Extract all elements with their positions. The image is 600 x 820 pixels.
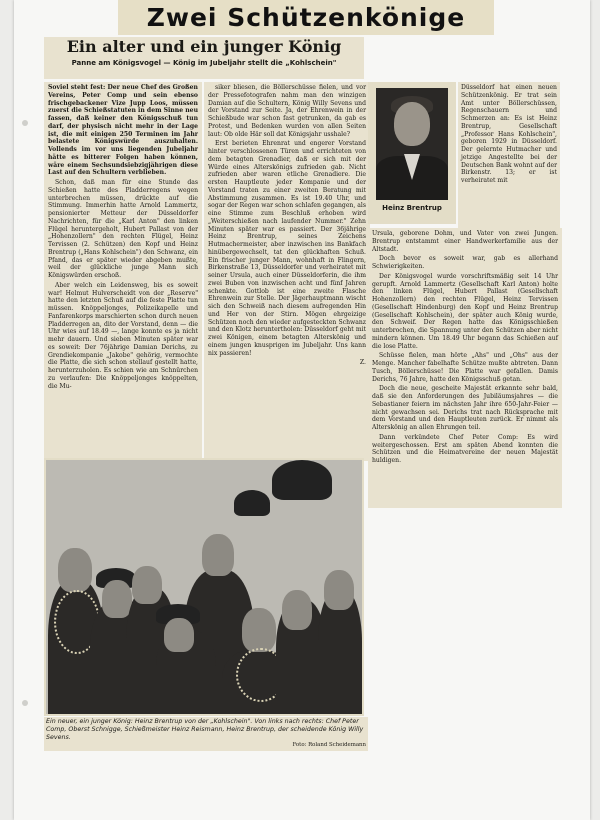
article2-column — [368, 228, 562, 508]
photo-caption: Ein neuer, ein junger König: Heinz Brentrup von der „Kohlschein". Von links nach rechts: Chef Peter Comp, Oberst Schnigge, Schießmeister Heinz Reismann, Heinz Brentrup, der scheidende König Willy Sevens. — [46, 718, 364, 741]
group-photo — [46, 460, 362, 714]
subheadline: Panne am Königsvogel — König im Jubeljahr stellt die „Kohlschein" — [71, 59, 337, 67]
article-column-1 — [44, 82, 202, 461]
kicker-title: Zwei Schützenkönige — [146, 3, 466, 32]
headline-block — [44, 37, 364, 79]
lead-paragraph: Soviel steht fest: Der neue Chef des Großen Vereins, Peter Comp und sein ebenso frischgebackener Vize Jupp Loos, müssen zuerst die Schießstatuten in dem Sinne neu fassen, daß keiner den Königsschuß tun darf, der physisch nicht mehr in der Lage ist, die mit einigen 250 Terminen im Jahr belastete Königswürde auszuhalten. Vollends im vor uns liegenden Jubeljahr hätte es bitterer Folgen haben können, wäre einem Sechsundsiebzigjährigen diese Last auf den Schultern verblieben. — [48, 84, 198, 177]
paragraph: Doch bevor es soweit war, gab es allerhand Schwierigkeiten. — [372, 255, 558, 270]
paragraph: Schüsse fielen, man hörte „Ahs" und „Ohs" aus der Menge. Mancher fabelhafte Schütze mußte abtreten. Dann Tusch, Böllerschüsse! Die Platte war gefallen. Damis Derichs, 76 Jahre, hatte den Königsschuß getan. — [372, 352, 558, 383]
paragraph: Erst berieten Ehrenrat und engerer Vorstand hinter verschlossenen Türen und errichteten von dem betagten Grenadier, daß er sich mit der Würde eines Alterskönigs zufrieden gab. Nicht zufrieden aber waren etliche Grenadiere. Die ersten Hauptleute jeder Kompanie und der Vorstand traten zu einer zweiten Beratung mit Abstimmung zusammen. Es ist 19.40 Uhr, und sogar der Regen war schon schlafen gegangen, als eine Stimme zum Beschluß erhoben wird „Weiterschießen nach laufender Nummer." Zehn Minuten später war es passiert. Der 36jährige Heinz Brentrup, seines Zeichens Hutmachermeister, aber inzwischen ins Bankfach hinübergewechselt, tat den glückhaften Schuß. Ein frischer junger Mann, wohnhaft in Flingern, Birkenstraße 13, Düsseldorfer und verheiratet mit seiner Ursula, auch einer Düsseldorferin, die ihm zwei Buben von inzwischen acht und fünf Jahren schenkte. Gottlob ist eine zweite Flasche Ehrenwein zur Stelle. Der Jägerhauptmann wischt sich den Schweiß nach diesem aufregenden Hin und Her von der Stirn. Mögen ehrgeizige Schützen noch den wieder aufgesteckten Schwanz und den Klotz heruntertholen: Düsseldorf geht mit zwei Königen, einem betagten Alterskönig und einem jungen knusprigen im Jubeljahr. Uns kann nix passieren! — [208, 140, 366, 357]
paragraph: Dann verkündete Chef Peter Comp: Es wird weitergeschossen. Erst am späten Abend konnten die Schützen und die Heimatvereine der neuen Majestät huldigen. — [372, 433, 558, 464]
paragraph: Der Königsvogel wurde vorschriftsmäßig seit 14 Uhr gerupft. Arnold Lammertz (Gesellschaft Karl Anton) holte den linken Flügel, Hubert Pallast (Gesellschaft Hohenzollern) den rechten Flügel, Heinz Tervissen (Gesellschaft Hindenburg) den Kopf und Heinz Brentrup (Gesellschaft Kohlschein), der später auch König wurde, den Schweif. Der Regen hatte das Königsschießen unterbrochen, die Spannung unter den Schützen aber nicht mindern können. Um 18.49 Uhr begann das Schießen auf die lose Platte. — [372, 272, 558, 350]
photo-credit: Foto: Roland Scheidemann — [292, 742, 366, 748]
paragraph: Ursula, geborene Dohm, und Vater von zwei Jungen. Brentrup entstammt einer Handwerkerfamilie aus der Altstadt. — [372, 230, 558, 253]
paragraph: siker bliesen, die Böllerschüsse fielen, und vor der Pressefotografen nahm man den winzigen Damian auf die Schultern, König Willy Sevens und der Vorstand zur Seite. Ja, der Ehrenwein in der Schießbude war schon fast getrunken, da gab es Protest, und Bedenken wurden von allen Seiten laut: Ob olde Här soll dat Königsjahr usshale? — [208, 84, 366, 138]
portrait-photo — [376, 88, 448, 200]
paragraph: Düsseldorf hat einen neuen Schützenkönig. Er trat sein Amt unter Böllerschüssen, Regenschauern und Schmerzen an: Es ist Heinz Brentrup, Gesellschaft „Professor Hans Kohlschein", geboren 1929 in Düsseldorf. Der gelernte Hutmacher und jetzige Angestellte bei der Deutschen Bank wohnt auf der Birkenstr. 13; er ist verheiratet mit — [461, 84, 557, 184]
paragraph: Aber welch ein Leidensweg, bis es soweit war! Helmut Hulverscheidt von der „Reserve" hatte den letzten Schuß auf die feste Platte tun müssen. Knöppeljonges, Polizeikapelle und Fanfarenkorps marschierten schon durch neuen Pladderregen an, dito der Vorstand, denn — die Uhr wies auf 18.49 —, lange konnte es ja nicht mehr dauern. Und sieben Minuten später war es soweit: Der 76jährige Damian Derichs, zu Grendiekompanie „Jakobe" gehörig, vermochte die Platte, die sich schon stellauf gestellt hatte, herunterzuholen. Es schien wie am Schnürchen zu verlaufen: Die Knöppeljonges knöppelten, die Mu- — [48, 281, 198, 390]
article-column-2 — [204, 82, 370, 461]
author-sign: Z. — [359, 359, 366, 367]
article2-column-top — [458, 82, 560, 228]
paragraph: Schon, daß man für eine Stunde das Schießen hatte des Pladderregens wegen unterbrechen müssen, drückte auf die Stimmung. Immerhin hatte Arnold Lammertz, pensionierter Metteur der Düsseldorfer Nachrichten, für die „Karl Anton" den linken Flügel heruntergeholt, Hubert Pallast von der „Hohenzollern" den rechten Flügel, Heinz Tervissen (2. Schützen) den Kopf und Heinz Brentrup („Hans Kohlschein") den Schwanz, ein Pfand, das er später wieder abgeben mußte, weil der glückliche junge Mann sich Königswürden erschoß. — [48, 179, 198, 279]
kicker-clipping — [118, 0, 494, 35]
punch-hole — [22, 700, 28, 706]
group-photo-clipping — [44, 458, 364, 716]
portrait-caption: Heinz Brentrup — [382, 204, 442, 212]
headline: Ein alter und ein junger König — [66, 37, 342, 56]
portrait-clipping — [368, 82, 456, 224]
paragraph: Doch die neue, gescheite Majestät erkannte sehr bald, daß sie den Anforderungen des Jubiläumsjahres — die Sebastianer feiern im nächsten Jahr ihre 650-Jahr-Feier — nicht gewachsen sei. Derichs trat nach Rücksprache mit dem Vorstand und den Hauptleuten zurück. Er nimmt als Alterskönig an allen Ehrungen teil. — [372, 385, 558, 431]
photo-caption-block — [44, 717, 368, 751]
punch-hole — [22, 120, 28, 126]
